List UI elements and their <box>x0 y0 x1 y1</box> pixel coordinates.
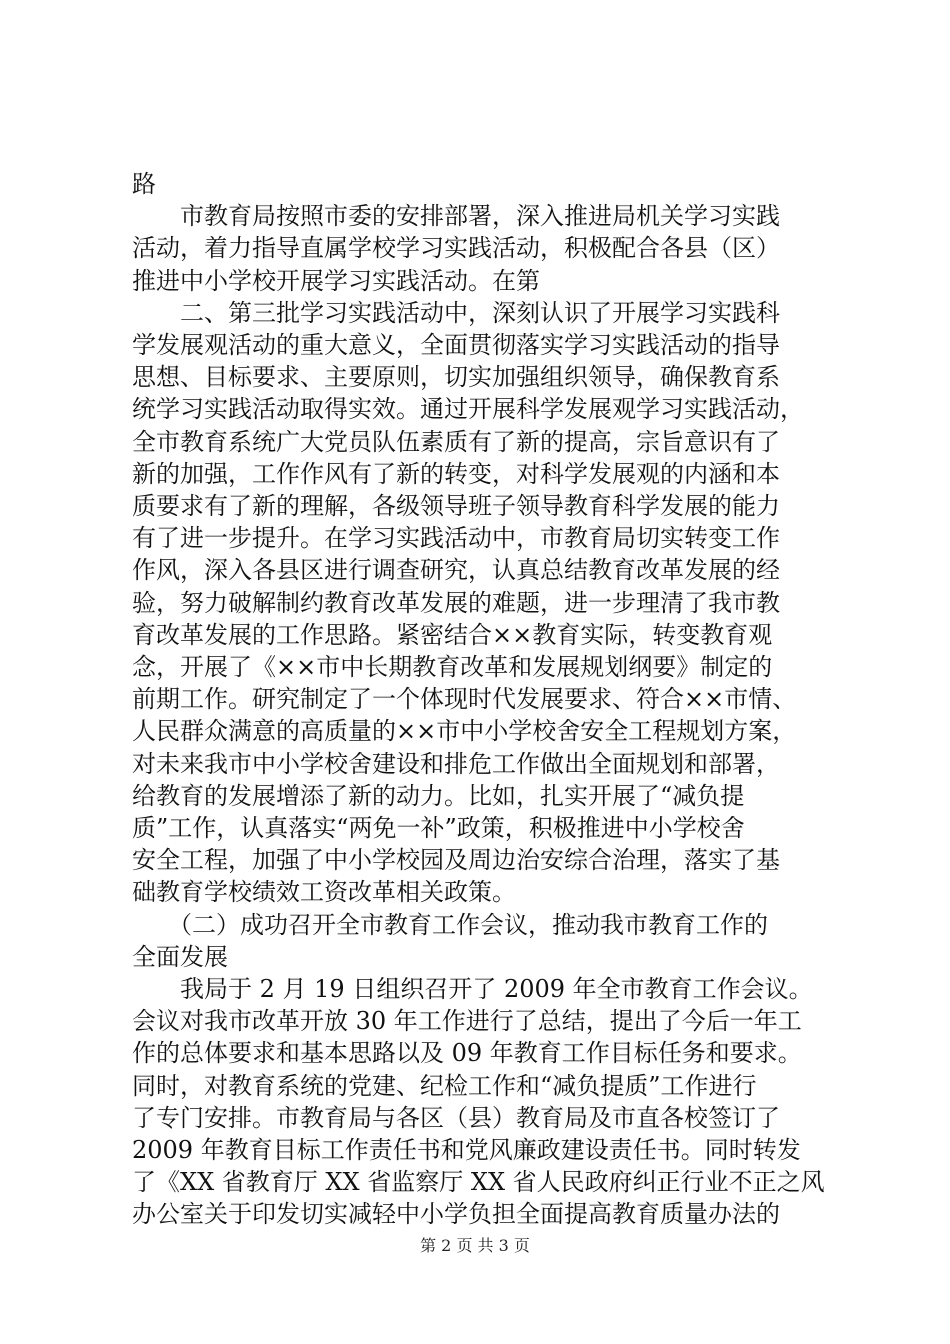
text-line: 育改革发展的工作思路。紧密结合××教育实际，转变教育观 <box>132 620 773 649</box>
text-line: 新的加强，工作作风有了新的转变，对科学发展观的内涵和本 <box>132 459 780 488</box>
text-line: 对未来我市中小学校舍建设和排危工作做出全面规划和部署， <box>132 749 780 778</box>
text-line: 了专门安排。市教育局与各区（县）教育局及市直各校签订了 <box>132 1103 780 1132</box>
text-line: 质要求有了新的理解，各级领导班子领导教育科学发展的能力 <box>132 492 780 520</box>
text-line: （二）成功召开全市教育工作会议，推动我市教育工作的 <box>132 910 768 939</box>
text-line: 给教育的发展增添了新的动力。比如，扎实开展了“减负提 <box>132 781 745 810</box>
text-line: 思想、目标要求、主要原则，切实加强组织领导，确保教育系 <box>132 363 780 392</box>
text-line: 念，开展了《××市中长期教育改革和发展规划纲要》制定的 <box>132 653 773 681</box>
text-line: 市教育局按照市委的安排部署，深入推进局机关学习实践 <box>132 202 780 231</box>
text-line: 2009 年教育目标工作责任书和党风廉政建设责任书。同时转发 <box>132 1136 801 1164</box>
text-line: 推进中小学校开展学习实践活动。在第 <box>132 266 540 295</box>
text-line: 有了进一步提升。在学习实践活动中，市教育局切实转变工作 <box>132 524 780 553</box>
text-line: 了《XX 省教育厅 XX 省监察厅 XX 省人民政府纠正行业不正之风 <box>132 1168 825 1197</box>
text-line: 作的总体要求和基本思路以及 09 年教育工作目标任务和要求。 <box>132 1039 802 1068</box>
text-line: 学发展观活动的重大意义，全面贯彻落实学习实践活动的指导 <box>132 331 780 359</box>
text-line: 安全工程，加强了中小学校园及周边治安综合治理，落实了基 <box>132 846 780 875</box>
text-line: 全面发展 <box>132 942 228 971</box>
text-line: 我局于 2 月 19 日组织召开了 2009 年全市教育工作会议。 <box>132 975 813 1003</box>
text-line: 二、第三批学习实践活动中，深刻认识了开展学习实践科 <box>132 298 780 327</box>
text-line: 活动，着力指导直属学校学习实践活动，积极配合各县（区） <box>132 234 780 263</box>
text-line: 统学习实践活动取得实效。通过开展科学发展观学习实践活动， <box>132 395 804 424</box>
text-line: 办公室关于印发切实减轻中小学负担全面提高教育质量办法的 <box>132 1200 780 1229</box>
text-line: 全市教育系统广大党员队伍素质有了新的提高，宗旨意识有了 <box>132 427 780 456</box>
text-line: 验，努力破解制约教育改革发展的难题，进一步理清了我市教 <box>132 588 780 617</box>
text-line: 前期工作。研究制定了一个体现时代发展要求、符合××市情、 <box>132 685 797 714</box>
text-line: 路 <box>132 170 156 198</box>
page-footer: 第 2 页 共 3 页 <box>420 1236 530 1255</box>
text-line: 同时，对教育系统的党建、纪检工作和“减负提质”工作进行 <box>132 1071 757 1100</box>
text-line: 作风，深入各县区进行调查研究，认真总结教育改革发展的经 <box>132 556 780 585</box>
text-line: 质”工作，认真落实“两免一补”政策，积极推进中小学校舍 <box>132 814 745 842</box>
text-line: 人民群众满意的高质量的××市中小学校舍安全工程规划方案， <box>132 717 797 746</box>
text-line: 础教育学校绩效工资改革相关政策。 <box>132 878 516 907</box>
text-line: 会议对我市改革开放 30 年工作进行了总结，提出了今后一年工 <box>132 1007 802 1036</box>
